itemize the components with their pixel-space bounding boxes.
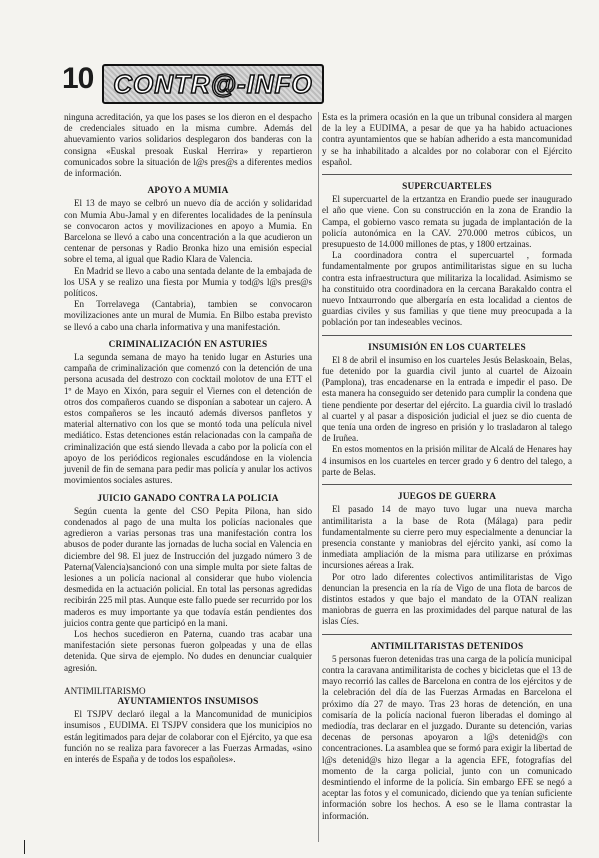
section-title: APOYO A MUMIA: [147, 186, 229, 197]
section-title: ANTIMILITARISTAS DETENIDOS: [370, 641, 524, 652]
article-text: Los hechos sucedieron en Paterna, cuando tras acabar una manifestación siete personas fueron golpeadas y una de ellas detenida. Que sirva de ejemplo. No dudes en denunciar cualquier agresión.: [64, 628, 312, 673]
section-title: SUPERCUARTELES: [402, 182, 492, 193]
article-text: El pasado 14 de mayo tuvo lugar una nueva marcha antimilitarista a la base de Rota (Málaga) para pedir fundamentalmente su cierre pero muy especialmente a denunciar la presencia constante y maniobras del ejército yanki, así como la inmediata ampliación de la misma para utilizarse en próximas incursiones aéreas a Irak.: [322, 504, 572, 571]
article-text: El supercuartel de la ertzantza en Erandio puede ser inaugurado el año que viene. Con su construcción en la zona de Erandio la Campa, el gobierno vasco remata su jugada de implantación de la policía autonómica en la CAV. 270.000 metros cúbicos, un presupuesto de 14.000 millones de ptas, y 1800 ertzainas.: [322, 194, 572, 250]
article-text: ninguna acreditación, ya que los pases se los dieron en el despacho de credenciales situado en la misma cumbre. Además del ahuevamiento varios solidarios desplegaron dos banderas con la consigna «Euskal presoak Euskal Herrira» y repartieron comunicados sobre la situación de l@s pres@s a diferentes medios de información.: [64, 112, 312, 179]
article-text: En estos momentos en la prisión militar de Alcalá de Henares hay 4 insumisos en los cuarteles en tercer grado y 6 dentro del talego, a parte de Belas.: [322, 444, 572, 477]
section-title: JUEGOS DE GUERRA: [397, 492, 497, 503]
article-text: 5 personas fueron detenidas tras una carga de la policía municipal contra la caravana antimilitarista de coches y bicicletas que el 13 de mayo recorrió las calles de Barcelona en contra de los ejércitos y de la celebración del día de las Fuerzas Armadas en Barcelona el próximo día 27 de mayo. Tras 23 horas de detención, en una comisaría de la policía nacional fueron liberadas el domingo al mediodía, tras declarar en el juzgado. Durante su detención, varias decenas de personas apoyaron a l@s detenid@s con concentraciones. La asamblea que se formó para exigir la libertad de l@s detenid@s hizo llegar a la agencia EFE, fotografías del momento de la carga policial, junto con un comunicado desmintiendo el informe de la policía. Sin embargo EFE se negó a aceptar las fotos y el comunicado, diciendo que ya tenían suficiente información sobre los hechos. A eso se le llama contrastar la información.: [322, 653, 572, 821]
column-divider: [318, 112, 319, 842]
article-text: Esta es la primera ocasión en la que un tribunal considera al margen de la ley a EUDIMA, a pesar de que ya ha habido actuaciones contra ayuntamientos que se habían adherido a esta mancomunidad y se ha inhabilitado a alcaldes por no colaborar con el Ejército español.: [322, 112, 572, 167]
section-title: AYUNTAMIENTOS INSUMISOS: [117, 696, 259, 707]
section-rule: [322, 335, 572, 336]
section-rule: [322, 174, 572, 175]
article-text: El 13 de mayo se celbró un nuevo día de acción y solidaridad con Mumia Abu-Jamal y en diferentes localidades de la península se convocaron actos y movilizaciones en apoyo a Mumia. En Barcelona se llevó a cabo una concentración a la que acudieron un centenar de personas y Radio Bronka hizo una emisión especial sobre el tema, al igual que Radio Klara de Valencia.: [64, 198, 312, 265]
article-text: En Madrid se llevo a cabo una sentada delante de la embajada de los USA y se realizo una fiesta por Mumia y tod@s l@s pres@s políticos.: [64, 265, 312, 299]
article-text: Por otro lado diferentes colectivos antimilitaristas de Vigo denuncian la presencia en la ría de Vigo de una flota de barcos de distintos estados y que bajo el mandato de la OTAN realizan maniobras de guerra en las proximidades del parque natural de las islas Cíes.: [322, 571, 572, 627]
logo-text: CONTR@-INFO: [113, 68, 313, 99]
right-column: [322, 112, 572, 822]
left-column: [64, 112, 312, 765]
section-rule: [322, 484, 572, 485]
section-label: ANTIMILITARISMO: [64, 685, 146, 696]
page-header: [62, 60, 322, 110]
article-text: El 8 de abril el insumiso en los cuarteles Jesús Belaskoain, Belas, fue detenido por la guardia civil junto al cuartel de Aizoain (Pamplona), tras encadenarse en la entrada e impedir el paso. De esta manera ha conseguido ser detenido para cumplir la condena que tiene pendiente por desertar del ejército. La guardia civil lo trasladó al cuartel y al pasar a disposición judicial el juez se dio cuenta de que tenía una orden de ingreso en prisión y lo trasladaron al talego de Iruñea.: [322, 354, 572, 444]
article-text: La coordinadora contra el supercuartel , formada fundamentalmente por grupos antimilitaristas sigue en su lucha contra esta infraestructura que militariza la localidad. Asimismo se ha constituido otra coordinadora en la cercana Barakaldo contra el nuevo Intxaurrondo que albergaría en esta localidad a cientos de guardias civiles y sus familias y que tiene muy preocupada a la población por tan indeseables vecinos.: [322, 250, 572, 328]
section-title: INSUMISIÓN EN LOS CUARTELES: [368, 342, 526, 353]
section-title: CRIMINALIZACIÓN EN ASTURIES: [108, 339, 268, 350]
section-rule: [322, 634, 572, 635]
article-text: En Torrelavega (Cantabria), tambien se convocaron movilizaciones ante un mural de Mumia. En Bilbo estaba previsto se llevó a cabo una charla informativa y una manifestación.: [64, 299, 312, 332]
article-text: Según cuenta la gente del CSO Pepita Pilona, han sido condenados al pago de una multa los policías nacionales que agredieron a varias personas tras una manifestación contra los abusos de poder durante las jornadas de lucha social en Valencia en diciembre del 98. El juez de Instrucción del juzgado número 3 de Paterna(Valencia)sancionó con una simple multa por siete faltas de lesiones a un policía nacional al considerar que hubo violencia desmedida en la actuación policial. En total las personas agredidas recibirán 225 mil ptas. Aunque este fallo puede ser recurrido por los maderos es muy importante ya que todavía están pendientes dos juicios contra gente que participó en la mani.: [64, 505, 312, 628]
page-number: 10: [62, 62, 94, 95]
contra-info-logo: [102, 64, 324, 104]
page-edge-mark: [24, 840, 25, 854]
article-text: La segunda semana de mayo ha tenido lugar en Asturies una campaña de criminalización que comenzó con la detención de una persona acusada del destrozo con cocktail molotov de una ETT el 1º de Mayo en Xixón, para seguir el Viernes con el detención de otros dos compañeros cuando se disponían a sabotear un cajero. A estos compañeros se les incautó además diversos panfletos y material alternativo con los que se montó toda una película nivel mediático. Estas detenciones están relacionadas con la campaña de criminalización que está siendo llevada a cabo por la policía con el apoyo de los periódicos regionales escudándose en la violencia juvenil de fin de semana para pedir mas policía y anular los activos movimientos sociales astures.: [64, 352, 312, 486]
section-title: JUICIO GANADO CONTRA LA POLICIA: [97, 493, 279, 504]
article-text: El TSJPV declaró ilegal a la Mancomunidad de municipios insumisos , EUDIMA. El TSJPV considera que los municipios no están legitimados para dejar de colaborar con el Ejército, ya que esa función no se realiza para favorecer a las Fuerzas Armadas, «sino en interés de España y de todos los españoles».: [64, 709, 312, 764]
